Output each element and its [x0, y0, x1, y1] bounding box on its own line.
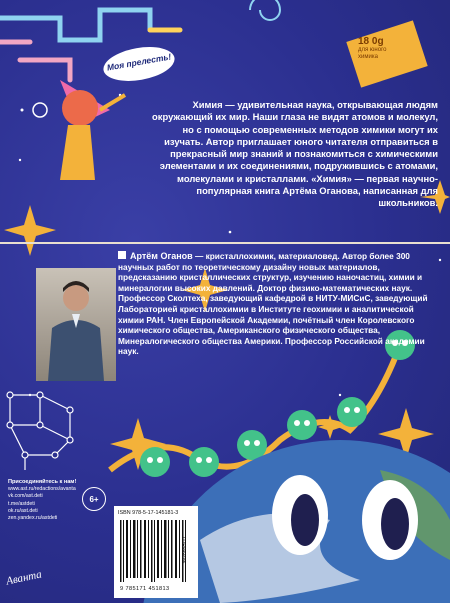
link-telegram[interactable]: t.me/astdeti	[8, 500, 35, 507]
intro-paragraph: Химия — удивительная наука, открывающая людям окружающий их мир. Наши глаза не видят атомов и молекул, но с помощью современных методов химики могут их изучать. Автор приглашает юного читателя отправиться в прекрасный мир знаний и познакомиться с химическими элементами и их соединениями, подружившись с атомами, молекулами и кристаллами. «Химия» — первая научно-популярная книга Артёма Оганова, написанная для школьников.	[152, 99, 438, 209]
price-sticker-note: для юного химика	[358, 47, 387, 60]
price-sticker-weight: 18 0g	[358, 36, 384, 47]
price-sticker	[358, 38, 402, 76]
bullet-square-icon	[118, 251, 126, 259]
isbn-label: ISBN 978-5-17-145181-3	[118, 510, 179, 516]
author-bio-text: — кристаллохимик, материаловед. Автор более 300 научных работ по теоретическому дизайну новых материалов, предсказанию кристаллических структур, изучению наночастиц, химии и минералогии высоких давлений. Доктор физико-математических наук. Профессор Сколтеха, заведующий кафедрой в НИТУ-МИСиС, заведующий Лабораторией кристаллохимии в Институте геохимии и аналитической химии РАН. Член Европейской Академии, почётный член Королевского химического общества, Американского физического общества, Минералогического общества Америки. Профессор Российской академии наук.	[118, 251, 428, 357]
author-photo	[36, 268, 116, 381]
spiral-decoration	[250, 0, 280, 20]
speech-bubble-text: Моя прелесть!	[106, 51, 172, 73]
atom-character	[33, 80, 125, 180]
join-heading: Присоединяйтесь к нам!	[8, 479, 77, 485]
speech-bubble	[103, 46, 175, 82]
link-ok[interactable]: ok.ru/ast.deti	[8, 507, 38, 514]
age-rating-badge: 6+	[82, 487, 106, 511]
molecule-lattice	[7, 392, 73, 470]
publisher-logo: Аванта	[5, 568, 43, 588]
link-vk[interactable]: vk.com/ast.deti	[8, 493, 43, 500]
link-website[interactable]: www.ast.ru/redactions/avanta	[8, 486, 76, 493]
author-bio	[118, 251, 436, 357]
catalog-code: П2Р999486	[180, 537, 186, 564]
link-zen[interactable]: zen.yandex.ru/astdeti	[8, 515, 58, 522]
author-name: Артём Оганов	[130, 251, 193, 261]
barcode-number: 9 785171 451813	[120, 586, 170, 592]
section-divider	[0, 242, 450, 244]
